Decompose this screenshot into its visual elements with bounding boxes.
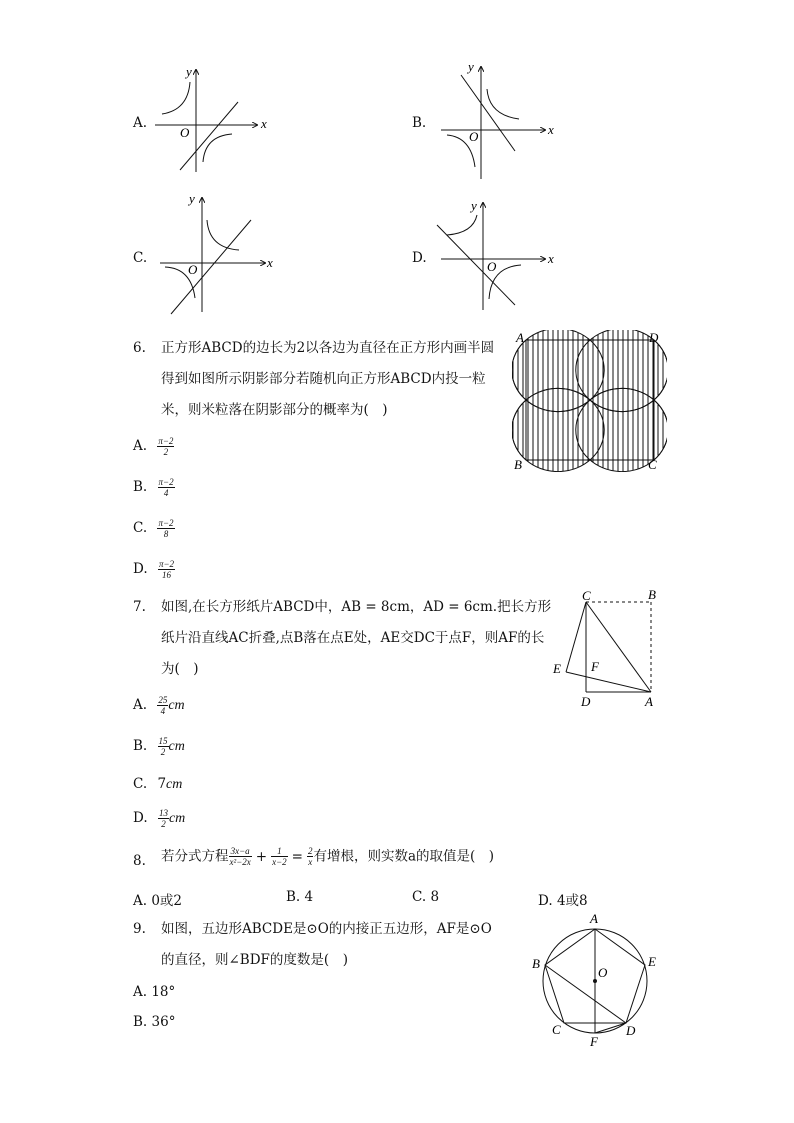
option-label: C.: [133, 250, 148, 266]
answer-option-c[interactable]: [133, 518, 175, 539]
option-label: A.: [133, 893, 148, 909]
vertex-label: D: [626, 1023, 636, 1038]
option-value: 36°: [151, 1014, 176, 1030]
numerator: π−2: [158, 477, 174, 487]
segment-bd: [545, 965, 626, 1023]
fraction: [157, 518, 174, 539]
question-number: 9.: [133, 921, 146, 937]
hyperbola-branch: [162, 82, 190, 114]
question-text-line: 正方形ABCD的边长为2以各边为直径在正方形内画半圆: [161, 340, 495, 356]
numerator: π−2: [158, 518, 174, 528]
denominator: 2: [161, 819, 166, 829]
graph-c: [155, 190, 280, 318]
answer-option-a[interactable]: [133, 984, 175, 1000]
denominator: 2: [160, 747, 166, 757]
y-axis-label: y: [189, 191, 195, 206]
answer-option-a[interactable]: [133, 436, 174, 457]
fraction: [157, 436, 174, 457]
numerator: 2: [307, 846, 313, 856]
numerator: 25: [158, 695, 168, 705]
answer-option-b[interactable]: [133, 477, 175, 498]
denominator: 2: [163, 447, 169, 457]
answer-option-c[interactable]: [133, 776, 182, 793]
option-label: B.: [286, 889, 301, 905]
x-axis-label: x: [548, 251, 554, 266]
q9-figure: [528, 908, 668, 1050]
x-axis-label: x: [261, 116, 267, 131]
graph-a: [150, 62, 275, 177]
option-value: 7: [157, 776, 167, 792]
question-text-line: 米，则米粒落在阴影部分的概率为( ): [161, 402, 388, 418]
segment-df: [595, 1023, 626, 1033]
answer-option-d[interactable]: [538, 889, 588, 909]
unit: cm: [168, 811, 186, 826]
question-text-line: 纸片沿直线AC折叠,点B落在点E处，AE交DC于点F，则AF的长: [161, 630, 545, 646]
hyperbola-branch: [447, 215, 477, 235]
denominator: 16: [161, 570, 171, 580]
answer-option-b[interactable]: [133, 1014, 175, 1030]
hyperbola-branch: [487, 89, 519, 119]
vertex-label: F: [591, 659, 599, 674]
y-axis-label: y: [471, 198, 477, 213]
x-axis-label: x: [548, 122, 554, 137]
fraction: [229, 846, 252, 867]
option-label: D.: [538, 893, 553, 909]
origin-label: O: [188, 262, 198, 277]
vertex-label: C: [648, 457, 657, 472]
option-label: B.: [133, 1014, 148, 1030]
y-axis-label: y: [468, 59, 474, 74]
denominator: x²−2x: [229, 857, 251, 867]
y-axis-label: y: [186, 64, 192, 79]
unit: cm: [166, 777, 183, 792]
vertex-label: E: [648, 954, 656, 969]
question-text-line: 得到如图所示阴影部分若随机向正方形ABCD内投一粒: [161, 371, 486, 387]
operator: =: [291, 848, 303, 865]
option-label: B.: [412, 115, 427, 131]
unit: cm: [168, 739, 185, 754]
option-label: A.: [133, 697, 148, 713]
option-label: A.: [133, 984, 148, 1000]
option-label: B.: [133, 479, 148, 495]
question-text-line: 的直径，则∠BDF的度数是( ): [161, 952, 348, 968]
numerator: 3x−a: [229, 846, 252, 857]
operator: +: [255, 848, 268, 865]
option-label: D.: [133, 561, 148, 577]
vertex-label: E: [553, 661, 561, 676]
fraction: [158, 736, 169, 757]
numerator: π−2: [158, 559, 175, 569]
vertex-label: A: [590, 911, 598, 926]
denominator: x−2: [272, 857, 287, 867]
denominator: 4: [163, 488, 169, 498]
option-label: D.: [133, 810, 148, 826]
fraction: [158, 808, 169, 829]
edge-ce: [566, 602, 586, 672]
option-label: B.: [133, 738, 148, 754]
origin-label: O: [469, 129, 479, 144]
option-label: C.: [133, 776, 148, 792]
answer-option-d[interactable]: [133, 559, 175, 580]
answer-option-c[interactable]: [412, 889, 439, 905]
option-label: A.: [133, 115, 148, 131]
answer-option-a[interactable]: [133, 695, 185, 716]
fraction: [157, 695, 168, 716]
option-value: 4或8: [556, 893, 588, 909]
question-number: 7.: [133, 599, 146, 615]
vertex-label: B: [514, 457, 522, 472]
question-number: 8.: [133, 853, 146, 869]
denominator: 4: [160, 706, 166, 716]
fraction: [158, 559, 175, 580]
numerator: 13: [158, 808, 168, 818]
vertex-label: D: [581, 694, 591, 709]
answer-option-b[interactable]: [133, 736, 185, 757]
question-text-line: 如图，五边形ABCDE是⊙O的内接正五边形，AF是⊙O: [161, 921, 492, 937]
vertex-label: A: [516, 330, 524, 345]
vertex-label: C: [582, 588, 591, 603]
origin-label: O: [180, 125, 190, 140]
answer-option-a[interactable]: [133, 889, 182, 909]
hyperbola-branch: [207, 220, 239, 250]
option-label: A.: [133, 438, 148, 454]
center-point: [593, 979, 597, 983]
option-value: 18°: [151, 984, 176, 1000]
fraction: [158, 477, 175, 498]
line: [437, 225, 515, 305]
vertex-label: F: [590, 1034, 598, 1049]
vertex-label: O: [598, 965, 608, 980]
numerator: π−2: [158, 436, 174, 446]
text: 若分式方程: [161, 848, 229, 865]
fraction: [271, 846, 288, 867]
option-label: C.: [412, 889, 427, 905]
vertex-label: D: [649, 330, 659, 345]
unit: cm: [168, 698, 185, 713]
answer-option-b[interactable]: [286, 889, 313, 905]
numerator: 1: [271, 846, 288, 857]
q7-figure: [548, 585, 668, 710]
question-text-line: [161, 846, 494, 867]
graph-d: [433, 195, 558, 315]
question-text-line: 为( ): [161, 661, 199, 677]
option-value: 8: [430, 889, 440, 905]
answer-option-d[interactable]: [133, 808, 185, 829]
option-label: D.: [412, 250, 427, 266]
numerator: 15: [158, 736, 168, 746]
denominator: 8: [163, 529, 169, 539]
text: 有增根，则实数a的取值是( ): [313, 848, 495, 865]
question-text-line: 如图,在长方形纸片ABCD中，AB = 8cm，AD = 6cm.把长方形: [161, 599, 552, 615]
graph-b: [433, 57, 558, 182]
q6-figure: [512, 330, 667, 472]
vertex-label: C: [552, 1022, 561, 1037]
option-value: 4: [304, 889, 314, 905]
question-number: 6.: [133, 340, 146, 356]
vertex-label: B: [532, 956, 540, 971]
option-label: C.: [133, 520, 148, 536]
denominator: x: [308, 857, 313, 867]
vertex-label: B: [648, 587, 656, 602]
vertex-label: A: [645, 694, 653, 709]
x-axis-label: x: [267, 255, 273, 270]
option-value: 0或2: [151, 893, 183, 909]
origin-label: O: [487, 259, 497, 274]
